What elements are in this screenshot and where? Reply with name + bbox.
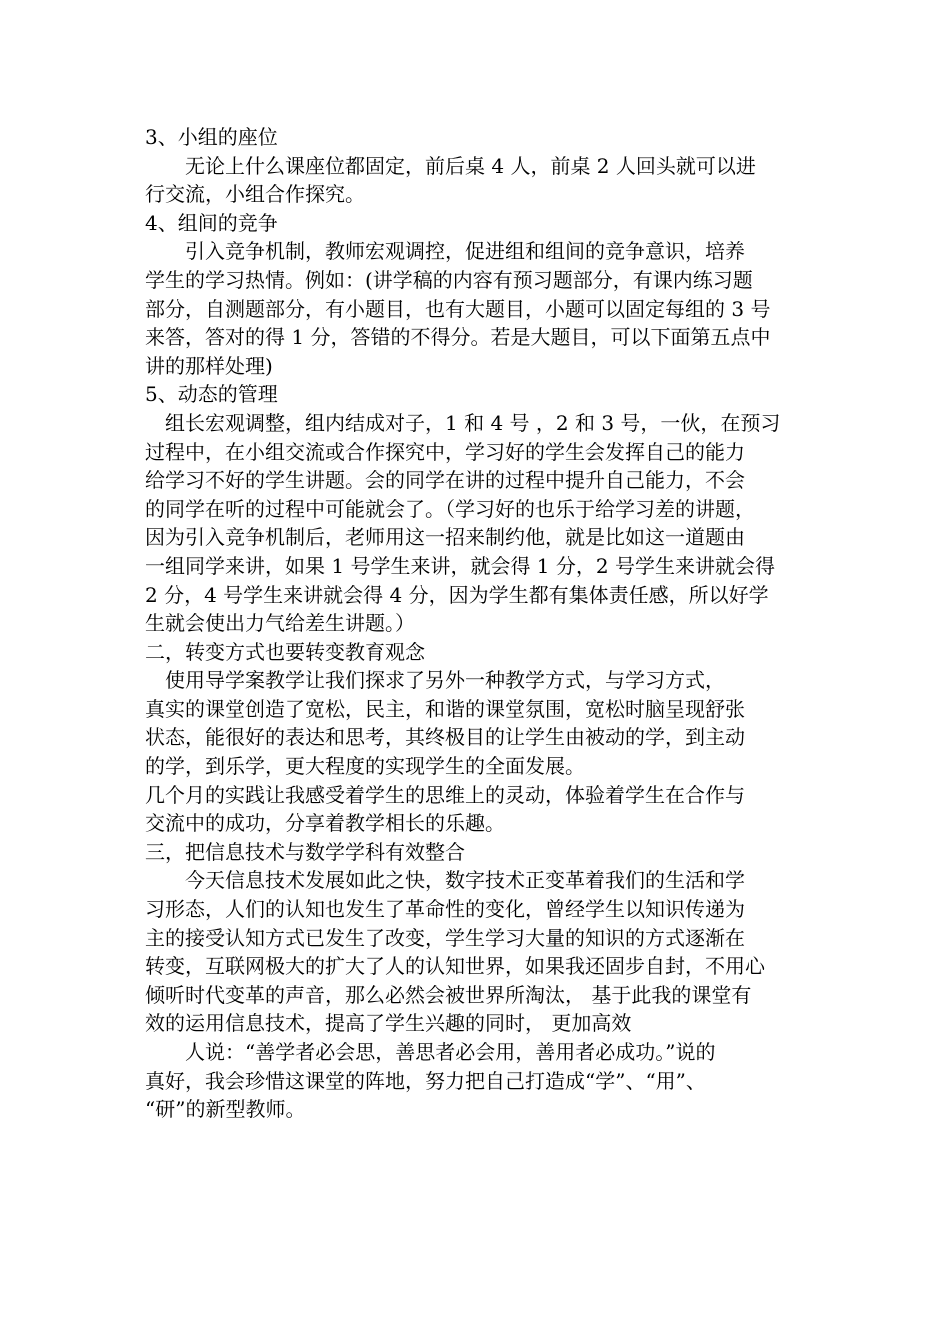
section-heading: 三，把信息技术与数学学科有效整合 <box>145 839 465 864</box>
paragraph <box>145 152 821 209</box>
text-line: 组长宏观调整，组内结成对子，1 和 4 号 ，2 和 3 号，一伙，在预习 <box>145 410 781 435</box>
text-line: 使用导学案教学让我们探求了另外一种教学方式，与学习方式， <box>145 668 725 693</box>
text-line: 交流中的成功，分享着教学相长的乐趣。 <box>145 811 505 836</box>
text-line: 的同学在听的过程中可能就会了。（学习好的也乐于给学习差的讲题， <box>145 496 755 521</box>
paragraph <box>145 866 821 1123</box>
text-line: 给学习不好的学生讲题。会的同学在讲的过程中提升自己能力，不会 <box>145 468 745 493</box>
text-line: 引入竞争机制，教师宏观调控，促进组和组间的竞争意识，培养 <box>145 239 745 264</box>
text-line: 效的运用信息技术，提高了学生兴趣的同时， 更加高效 <box>145 1011 632 1036</box>
text-line: 生就会使出力气给差生讲题。） <box>145 611 415 636</box>
text-line: 状态，能很好的表达和思考，其终极目的让学生由被动的学，到主动 <box>145 725 745 750</box>
text-line: 学生的学习热情。例如：(讲学稿的内容有预习题部分，有课内练习题 <box>145 267 753 292</box>
text-line: 真实的课堂创造了宽松，民主，和谐的课堂氛围，宽松时脑呈现舒张 <box>145 696 745 721</box>
text-line: 行交流，小组合作探究。 <box>145 182 365 207</box>
text-line: 的学，到乐学，更大程度的实现学生的全面发展。 <box>145 754 585 779</box>
document-body <box>145 123 821 1124</box>
text-line: 讲的那样处理) <box>145 353 273 378</box>
text-line: 真好，我会珍惜这课堂的阵地，努力把自己打造成“学”、“用”、 <box>145 1068 706 1093</box>
text-line: 过程中，在小组交流或合作探究中，学习好的学生会发挥自己的能力 <box>145 439 745 464</box>
text-line: 因为引入竞争机制后，老师用这一招来制约他，就是比如这一道题由 <box>145 525 745 550</box>
text-line: 几个月的实践让我感受着学生的思维上的灵动，体验着学生在合作与 <box>145 782 745 807</box>
text-line: 主的接受认知方式已发生了改变，学生学习大量的知识的方式逐渐在 <box>145 925 745 950</box>
section-heading: 二，转变方式也要转变教育观念 <box>145 639 425 664</box>
paragraph <box>145 237 821 380</box>
text-line: 转变，互联网极大的扩大了人的认知世界，如果我还固步自封，不用心 <box>145 954 765 979</box>
text-line: 部分，自测题部分，有小题目，也有大题目，小题可以固定每组的 3 号 <box>145 296 771 321</box>
text-line: “研”的新型教师。 <box>145 1097 306 1122</box>
text-line: 来答，答对的得 1 分，答错的不得分。若是大题目，可以下面第五点中 <box>145 325 771 350</box>
text-line: 倾听时代变革的声音，那么必然会被世界所淘汰， 基于此我的课堂有 <box>145 982 752 1007</box>
paragraph <box>145 409 821 638</box>
section-heading: 5、动态的管理 <box>145 382 278 407</box>
section-heading: 4、组间的竞争 <box>145 210 278 235</box>
text-line: 今天信息技术发展如此之快，数字技术正变革着我们的生活和学 <box>145 868 745 893</box>
paragraph <box>145 666 821 838</box>
text-line: 人说：“善学者必会思，善思者必会用，善用者必成功。”说的 <box>145 1040 716 1064</box>
text-line: 2 分，4 号学生来讲就会得 4 分，因为学生都有集体责任感，所以好学 <box>145 582 769 607</box>
text-line: 一组同学来讲，如果 1 号学生来讲，就会得 1 分，2 号学生来讲就会得 <box>145 553 775 578</box>
text-line: 无论上什么课座位都固定，前后桌 4 人，前桌 2 人回头就可以进 <box>145 153 756 178</box>
section-heading: 3、小组的座位 <box>145 125 278 149</box>
text-line: 习形态，人们的认知也发生了革命性的变化，曾经学生以知识传递为 <box>145 897 745 922</box>
